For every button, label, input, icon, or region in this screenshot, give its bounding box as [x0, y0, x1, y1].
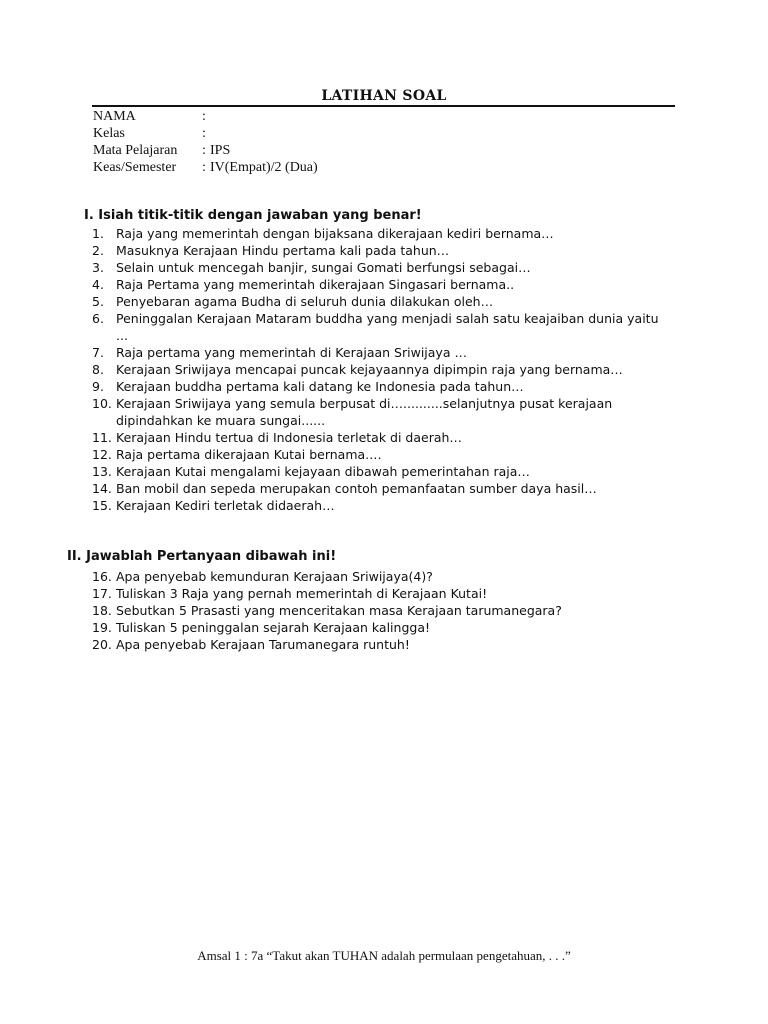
- question-text: Kerajaan Sriwijaya mencapai puncak kejayaannya dipimpin raja yang bernama…: [116, 362, 623, 377]
- question-text: Raja Pertama yang memerintah dikerajaan Singasari bernama..: [116, 277, 515, 292]
- question-number: 1.: [92, 226, 104, 241]
- question-number: 7.: [92, 345, 104, 360]
- question-number: 12.: [92, 447, 112, 462]
- question-text: Masuknya Kerajaan Hindu pertama kali pada tahun…: [116, 243, 450, 258]
- question-number: 16.: [92, 569, 112, 584]
- question-number: 2.: [92, 243, 104, 258]
- question-item: [92, 446, 662, 463]
- question-number: 6.: [92, 311, 104, 326]
- question-item: [92, 619, 662, 636]
- info-label: Kelas: [93, 126, 125, 141]
- question-item: [92, 259, 662, 276]
- question-number: 14.: [92, 481, 112, 496]
- question-number: 19.: [92, 620, 112, 635]
- info-label: Keas/Semester: [93, 160, 177, 175]
- footer-verse: Amsal 1 : 7a “Takut akan TUHAN adalah permulaan pengetahuan, . . .”: [197, 948, 571, 963]
- question-text: Kerajaan buddha pertama kali datang ke Indonesia pada tahun…: [116, 379, 524, 394]
- question-number: 13.: [92, 464, 112, 479]
- question-number: 5.: [92, 294, 104, 309]
- question-text: Ban mobil dan sepeda merupakan contoh pemanfaatan sumber daya hasil…: [116, 481, 597, 496]
- question-number: 15.: [92, 498, 112, 513]
- question-number: 8.: [92, 362, 104, 377]
- question-item: [92, 636, 662, 653]
- question-number: 17.: [92, 586, 112, 601]
- question-item: [92, 242, 662, 259]
- question-number: 9.: [92, 379, 104, 394]
- question-item: [92, 225, 662, 242]
- question-item: [92, 463, 662, 480]
- question-text: Tuliskan 3 Raja yang pernah memerintah di Kerajaan Kutai!: [116, 586, 488, 601]
- question-number: 4.: [92, 277, 104, 292]
- question-text: Kerajaan Sriwijaya yang semula berpusat di…..........selanjutnya pusat kerajaan dipindahkan ke muara sungai......: [116, 396, 613, 428]
- question-text: Raja yang memerintah dengan bijaksana dikerajaan kediri bernama…: [116, 226, 554, 241]
- question-number: 3.: [92, 260, 104, 275]
- section-2-heading: II. Jawablah Pertanyaan dibawah ini!: [67, 549, 337, 564]
- question-number: 20.: [92, 637, 112, 652]
- question-item: [92, 602, 662, 619]
- section-1-question-list: [92, 225, 662, 514]
- info-value: IPS: [210, 143, 231, 158]
- question-text: Penyebaran agama Budha di seluruh dunia dilakukan oleh…: [116, 294, 494, 309]
- question-text: Selain untuk mencegah banjir, sungai Gomati berfungsi sebagai…: [116, 260, 531, 275]
- info-separator: :: [202, 143, 206, 158]
- section-1-heading: I. Isiah titik-titik dengan jawaban yang benar!: [84, 208, 422, 223]
- document-title: LATIHAN SOAL: [321, 88, 447, 104]
- question-text: Kerajaan Kediri terletak didaerah…: [116, 498, 335, 513]
- info-separator: :: [202, 160, 206, 175]
- question-item: [92, 480, 662, 497]
- question-number: 18.: [92, 603, 112, 618]
- question-item: [92, 585, 662, 602]
- question-item: [92, 378, 662, 395]
- question-item: [92, 361, 662, 378]
- question-item: [92, 497, 662, 514]
- question-text: Raja pertama dikerajaan Kutai bernama.…: [116, 447, 382, 462]
- question-item: [92, 344, 662, 361]
- question-item: [92, 568, 662, 585]
- question-item: [92, 276, 662, 293]
- title-underline: [92, 105, 675, 107]
- question-text: Peninggalan Kerajaan Mataram buddha yang menjadi salah satu keajaiban dunia yaitu ...: [116, 311, 659, 343]
- info-separator: :: [202, 109, 206, 124]
- question-number: 11.: [92, 430, 112, 445]
- question-item: [92, 429, 662, 446]
- info-label: NAMA: [93, 109, 136, 124]
- question-text: Apa penyebab Kerajaan Tarumanegara runtuh!: [116, 637, 410, 652]
- question-text: Apa penyebab kemunduran Kerajaan Sriwijaya(4)?: [116, 569, 433, 584]
- question-item: [92, 293, 662, 310]
- question-text: Tuliskan 5 peninggalan sejarah Kerajaan kalingga!: [116, 620, 430, 635]
- question-text: Raja pertama yang memerintah di Kerajaan Sriwijaya …: [116, 345, 467, 360]
- question-text: Sebutkan 5 Prasasti yang menceritakan masa Kerajaan tarumanegara?: [116, 603, 562, 618]
- info-label: Mata Pelajaran: [93, 143, 178, 158]
- question-item: [92, 395, 662, 429]
- question-text: Kerajaan Hindu tertua di Indonesia terletak di daerah…: [116, 430, 462, 445]
- info-separator: :: [202, 126, 206, 141]
- question-item: [92, 310, 662, 344]
- question-number: 10.: [92, 396, 112, 411]
- question-text: Kerajaan Kutai mengalami kejayaan dibawah pemerintahan raja…: [116, 464, 530, 479]
- info-value: IV(Empat)/2 (Dua): [210, 160, 318, 175]
- section-2-question-list: [92, 568, 662, 653]
